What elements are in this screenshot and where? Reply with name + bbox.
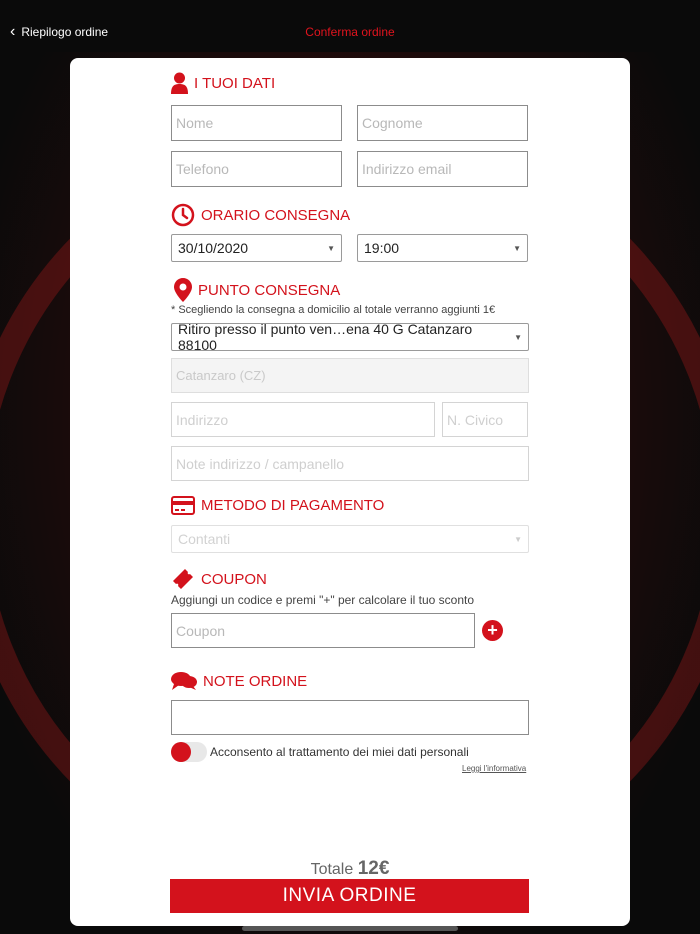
dropdown-caret-icon: ▼ <box>514 332 522 342</box>
total-amount: 12€ <box>357 858 390 879</box>
city-field: Catanzaro (CZ) <box>171 358 529 393</box>
privacy-policy-link[interactable]: Leggi l'informativa <box>462 764 527 773</box>
clock-icon <box>171 203 195 227</box>
cognome-input[interactable]: Cognome <box>357 105 528 141</box>
section-title-coupon <box>171 567 267 591</box>
section-title-orario-label: ORARIO CONSEGNA <box>201 206 351 224</box>
pickup-location-select[interactable] <box>171 323 529 351</box>
back-button-label: Riepilogo ordine <box>21 25 109 39</box>
submit-order-button[interactable]: INVIA ORDINE <box>170 879 529 913</box>
section-title-note-label: NOTE ORDINE <box>203 672 308 690</box>
chevron-left-icon: ‹ <box>10 23 16 40</box>
section-title-note <box>171 671 307 691</box>
payment-method-value: Contanti <box>178 531 231 547</box>
dropdown-caret-icon: ▼ <box>513 243 521 253</box>
time-select-value: 19:00 <box>364 240 400 256</box>
time-select[interactable] <box>357 234 528 262</box>
date-select-value: 30/10/2020 <box>178 240 249 256</box>
coupon-input[interactable]: Coupon <box>171 613 475 648</box>
coupon-instructions: Aggiungi un codice e premi "+" per calcolare il tuo sconto <box>171 593 475 607</box>
total-label: Totale <box>310 861 354 878</box>
note-indirizzo-input[interactable]: Note indirizzo / campanello <box>171 446 529 481</box>
civico-input[interactable]: N. Civico <box>442 402 528 437</box>
credit-card-icon <box>171 496 195 515</box>
email-input[interactable]: Indirizzo email <box>357 151 528 187</box>
nome-input[interactable]: Nome <box>171 105 342 141</box>
navigation-bar <box>0 0 700 52</box>
section-title-orario <box>171 203 350 227</box>
section-title-dati-label: I TUOI DATI <box>194 74 276 92</box>
pickup-location-value: Ritiro presso il punto ven…ena 40 G Catanzaro 88100 <box>178 321 473 353</box>
chat-bubbles-icon <box>171 671 197 691</box>
delivery-fee-note: * Scegliendo la consegna a domicilio al totale verranno aggiunti 1€ <box>171 304 496 316</box>
order-form-card <box>70 58 630 926</box>
section-title-coupon-label: COUPON <box>201 570 267 588</box>
section-title-pagamento <box>171 496 384 515</box>
home-indicator <box>242 926 458 931</box>
toggle-knob <box>171 742 191 762</box>
payment-method-select[interactable] <box>171 525 529 553</box>
section-title-dati <box>171 72 275 94</box>
section-title-punto-label: PUNTO CONSEGNA <box>198 281 341 299</box>
section-title-pagamento-label: METODO DI PAGAMENTO <box>201 497 385 514</box>
user-icon <box>171 72 188 94</box>
date-select[interactable] <box>171 234 342 262</box>
dropdown-caret-icon: ▼ <box>514 534 522 544</box>
page-title: Conferma ordine <box>305 25 395 39</box>
note-ordine-input[interactable] <box>171 700 529 735</box>
consent-toggle[interactable] <box>171 742 207 762</box>
ticket-icon <box>171 567 195 591</box>
order-total <box>70 858 630 880</box>
consent-label: Acconsento al trattamento dei miei dati personali <box>210 745 469 759</box>
telefono-input[interactable]: Telefono <box>171 151 342 187</box>
indirizzo-input[interactable]: Indirizzo <box>171 402 435 437</box>
section-title-punto <box>174 278 340 302</box>
dropdown-caret-icon: ▼ <box>327 243 335 253</box>
plus-icon[interactable]: + <box>482 620 503 641</box>
location-pin-icon <box>174 278 192 302</box>
